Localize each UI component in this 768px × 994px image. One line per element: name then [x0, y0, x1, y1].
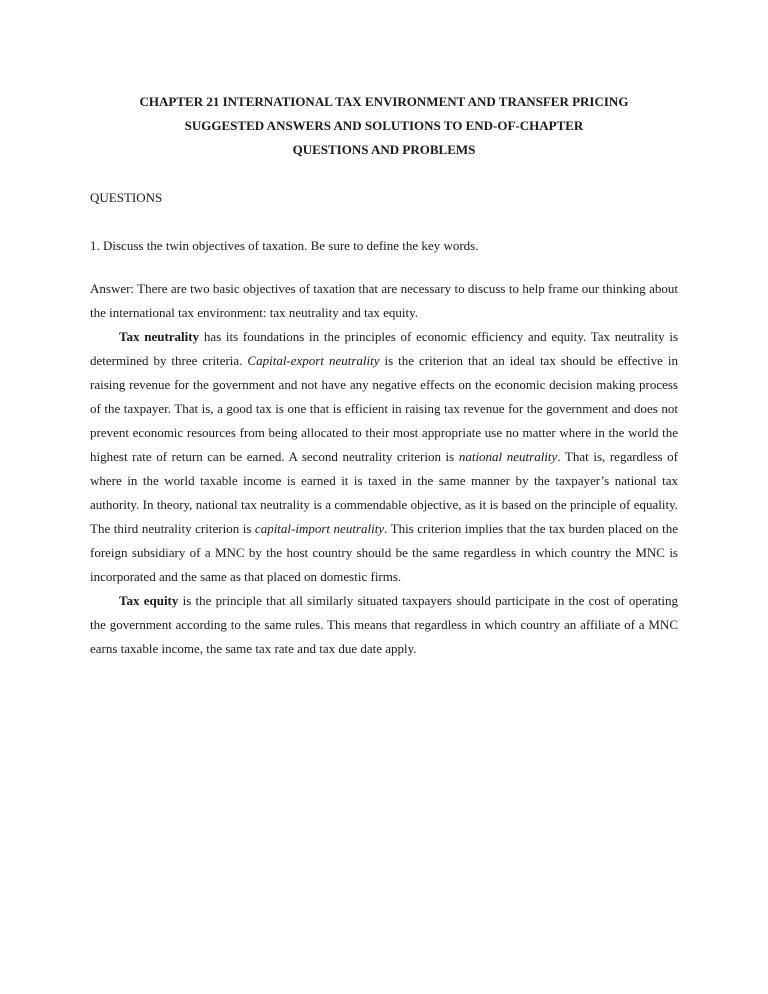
chapter-title — [90, 90, 678, 162]
answer-block — [90, 277, 678, 661]
tax-neutrality-text-2: is the criterion that an ideal tax should be effective in raising revenue for the government and not have any negative effects on the economic decision making process of the taxpayer. That is, a good tax is one that is efficient in raising tax revenue for the government and does not prevent economic resources from being allocated to their most appropriate use no matter where in the world the highest rate of return can be earned. A second neutrality criterion is — [90, 353, 679, 464]
title-line-3: QUESTIONS AND PROBLEMS — [292, 142, 476, 157]
tax-neutrality-text-4: . This criterion implies that the tax burden placed on the foreign subsidiary of a MNC by the host country should be the same regardless in which country the MNC is incorporated and the same as that placed on domestic firms. — [90, 521, 678, 584]
term-tax-neutrality: Tax neutrality — [119, 329, 200, 344]
tax-equity-paragraph — [90, 589, 678, 661]
section-heading-questions: QUESTIONS — [90, 190, 163, 205]
question-1: 1. Discuss the twin objectives of taxation. Be sure to define the key words. — [90, 238, 479, 253]
tax-neutrality-paragraph — [90, 325, 678, 589]
term-national-neutrality: national neutrality — [458, 449, 558, 464]
term-capital-import-neutrality: capital-import neutrality — [254, 521, 385, 536]
document-page — [90, 90, 678, 661]
tax-neutrality-text-1: has its foundations in the principles of economic efficiency and equity. Tax neutrality is determined by three criteria. — [90, 329, 679, 368]
title-line-2: SUGGESTED ANSWERS AND SOLUTIONS TO END-OF-CHAPTER — [184, 118, 584, 133]
term-capital-export-neutrality: Capital-export neutrality — [247, 353, 380, 368]
title-line-1: CHAPTER 21 INTERNATIONAL TAX ENVIRONMENT AND TRANSFER PRICING — [139, 94, 629, 109]
tax-neutrality-text-3: . That is, regardless of where in the world taxable income is earned it is taxed in the same manner by the taxpayer’s national tax authority. In theory, national tax neutrality is a commendable objective, as it is based on the principle of equality. The third neutrality criterion is — [90, 449, 678, 536]
term-tax-equity: Tax equity — [119, 593, 179, 608]
tax-equity-text: is the principle that all similarly situated taxpayers should participate in the cost of operating the government according to the same rules. This means that regardless in which country an affiliate of a MNC earns taxable income, the same tax rate and tax due date apply. — [90, 593, 678, 656]
answer-intro-paragraph: Answer: There are two basic objectives of taxation that are necessary to discuss to help frame our thinking about the international tax environment: tax neutrality and tax equity. — [90, 281, 678, 320]
